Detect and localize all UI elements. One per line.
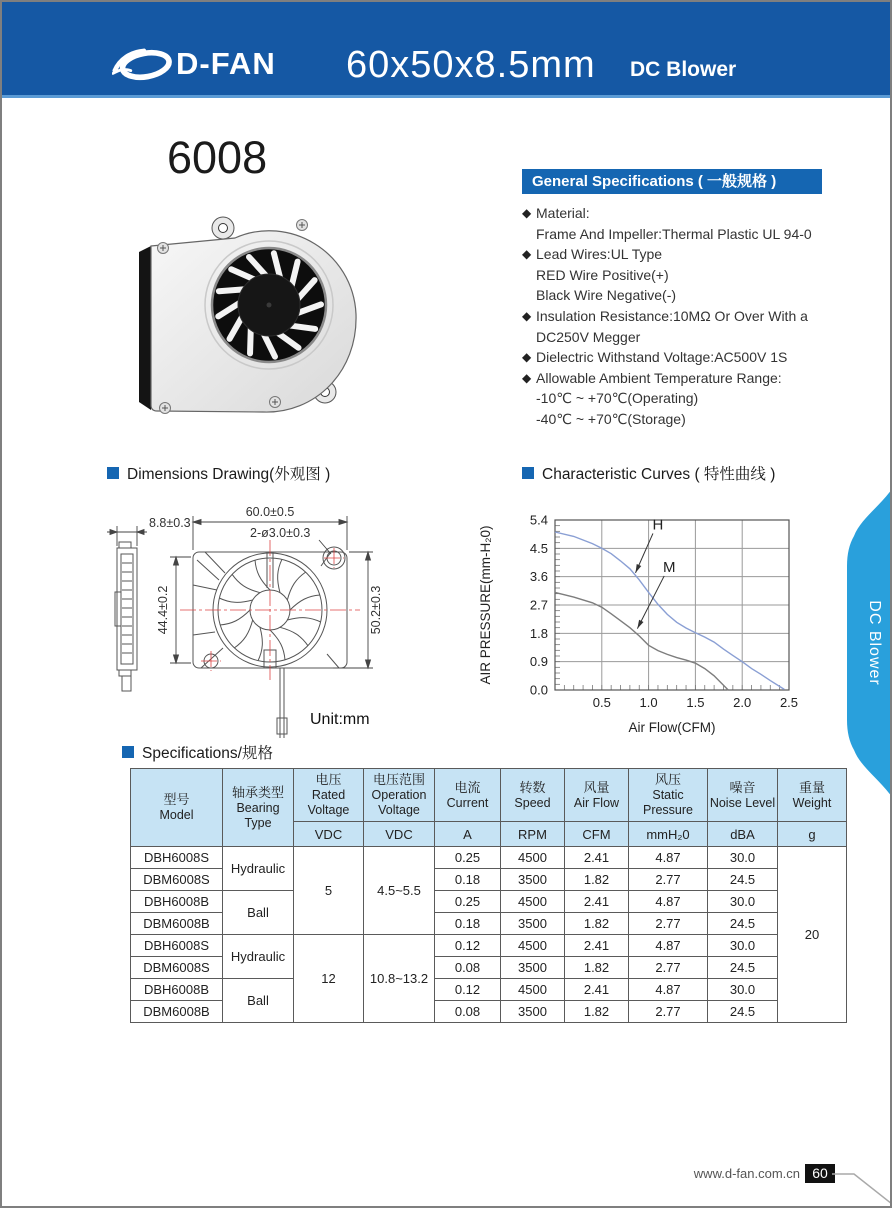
- section-curves: Characteristic Curves ( 特性曲线 ): [522, 462, 775, 484]
- table-row: DBH6008B Ball 0.12 4500 2.41 4.87 30.0: [131, 979, 847, 1001]
- cell-model: DBM6008S: [131, 957, 223, 979]
- col-header-speed: 转数 Speed: [501, 769, 565, 822]
- cell-bearing: Hydraulic: [223, 847, 294, 891]
- spec-line: ◆ Allowable Ambient Temperature Range:: [522, 368, 870, 389]
- table-row: DBM6008S 0.08 3500 1.82 2.77 24.5: [131, 957, 847, 979]
- spec-line: ◆ Insulation Resistance:10MΩ Or Over With a: [522, 306, 870, 327]
- curve-label-M: M: [662, 558, 676, 576]
- side-tab-label: DC Blower: [866, 600, 883, 686]
- dfan-logo-icon: [112, 48, 174, 82]
- dimensions-drawing: [105, 500, 440, 745]
- cell-model: DBH6008B: [131, 979, 223, 1001]
- col-header-current: 电流 Current: [435, 769, 501, 822]
- cell-model: DBM6008B: [131, 1001, 223, 1023]
- y-tick-label: 1.8: [529, 625, 548, 641]
- blue-square-bullet: [122, 746, 134, 758]
- table-row: DBM6008S 0.18 3500 1.82 2.77 24.5: [131, 869, 847, 891]
- y-tick-label: 2.7: [529, 597, 548, 613]
- diamond-bullet: ◆: [522, 247, 532, 262]
- y-tick-label: 0.9: [529, 654, 548, 670]
- dc-blower-side-tab: [847, 480, 892, 810]
- unit-vdc: VDC: [364, 822, 435, 847]
- curve-label-H: H: [652, 516, 664, 534]
- model-number-title: 6008: [167, 132, 268, 183]
- header-bar: [2, 2, 890, 98]
- cell-bearing: Hydraulic: [223, 935, 294, 979]
- dim-thickness-label: 8.8±0.3: [149, 516, 191, 530]
- x-tick-label: 1.5: [686, 695, 705, 710]
- spec-line: ◆ Material:: [522, 203, 870, 224]
- section-specifications: Specifications/规格: [122, 741, 273, 763]
- table-row: DBM6008B 0.08 3500 1.82 2.77 24.5: [131, 1001, 847, 1023]
- unit-g: g: [778, 822, 847, 847]
- x-axis-title: Air Flow(CFM): [628, 720, 716, 735]
- diamond-bullet: ◆: [522, 308, 532, 323]
- curve-H: [555, 532, 784, 689]
- arrowhead: [635, 564, 641, 573]
- general-specs-title: General Specifications ( 一般规格 ): [522, 169, 822, 194]
- dim-width-label: 60.0±0.5: [245, 505, 295, 519]
- unit-vdc: VDC: [294, 822, 364, 847]
- mount-ear-top: [212, 217, 234, 239]
- dim-holes-label: 2-ø3.0±0.3: [250, 526, 311, 540]
- section-dimensions: Dimensions Drawing(外观图 ): [107, 462, 330, 484]
- cell-model: DBM6008S: [131, 869, 223, 891]
- x-tick-label: 2.0: [733, 695, 752, 710]
- table-row: DBH6008B Ball 0.25 4500 2.41 4.87 30.0: [131, 891, 847, 913]
- col-header-weight: 重量 Weight: [778, 769, 847, 822]
- cell-operation-voltage: 4.5~5.5: [364, 847, 435, 935]
- centerlines: [180, 540, 360, 680]
- website-link[interactable]: www.d-fan.com.cn: [693, 1166, 800, 1181]
- cell-model: DBH6008B: [131, 891, 223, 913]
- x-tick-label: 0.5: [592, 695, 611, 710]
- unit-dba: dBA: [708, 822, 778, 847]
- y-tick-label: 0.0: [529, 682, 548, 698]
- spec-line: Frame And Impeller:Thermal Plastic UL 94-0: [536, 225, 812, 242]
- blue-square-bullet: [522, 467, 534, 479]
- col-header-operation-voltage: 电压范围 Operation Voltage: [364, 769, 435, 822]
- unit-label: Unit:mm: [310, 711, 370, 728]
- y-tick-label: 3.6: [529, 569, 548, 585]
- y-axis-title: AIR PRESSURE(mm-H₂0): [478, 525, 493, 685]
- y-tick-label: 5.4: [529, 512, 548, 528]
- cell-operation-voltage: 10.8~13.2: [364, 935, 435, 1023]
- y-tick-label: 4.5: [529, 540, 548, 556]
- table-row: DBM6008B 0.18 3500 1.82 2.77 24.5: [131, 913, 847, 935]
- x-tick-label: 1.0: [639, 695, 658, 710]
- unit-mmh2o: mmH₂0: [629, 822, 708, 847]
- spec-line: RED Wire Positive(+): [536, 266, 669, 283]
- cell-rated-voltage: 5: [294, 847, 364, 935]
- col-header-bearing: 轴承类型 Bearing Type: [223, 769, 294, 847]
- side-view-outline: [117, 548, 137, 670]
- cell-model: DBH6008S: [131, 847, 223, 869]
- specifications-table: [130, 768, 847, 1023]
- diamond-bullet: ◆: [522, 206, 532, 220]
- fan-impeller: [212, 248, 326, 362]
- curve-M: [555, 592, 728, 690]
- unit-rpm: RPM: [501, 822, 565, 847]
- arrowhead: [637, 620, 643, 629]
- cell-rated-voltage: 12: [294, 935, 364, 1023]
- cell-bearing: Ball: [223, 891, 294, 935]
- footer-decorative-lines: [827, 1142, 892, 1208]
- spec-line: ◆ Lead Wires:UL Type: [522, 244, 870, 265]
- unit-a: A: [435, 822, 501, 847]
- unit-cfm: CFM: [565, 822, 629, 847]
- dim-body-height-label: 44.4±0.2: [156, 585, 170, 635]
- product-photo: [137, 212, 372, 427]
- brand-name: D-FAN: [176, 46, 276, 81]
- col-header-model: 型号 Model: [131, 769, 223, 847]
- col-header-airflow: 风量 Air Flow: [565, 769, 629, 822]
- product-type-label: DC Blower: [630, 58, 737, 81]
- cell-bearing: Ball: [223, 979, 294, 1023]
- dim-total-height-label: 50.2±0.3: [369, 585, 383, 635]
- characteristic-curve-chart: [462, 500, 834, 748]
- col-header-noise: 噪音 Noise Level: [708, 769, 778, 822]
- cell-model: DBH6008S: [131, 935, 223, 957]
- table-row: DBH6008S Hydraulic 12 10.8~13.2 0.12 4500 2.41 4.87 30.0: [131, 935, 847, 957]
- spec-line: -40℃ ~ +70℃(Storage): [536, 410, 686, 427]
- col-header-rated-voltage: 电压 Rated Voltage: [294, 769, 364, 822]
- x-tick-label: 2.5: [779, 695, 799, 710]
- spec-line: DC250V Megger: [536, 328, 641, 345]
- page-number-badge: 60: [805, 1164, 835, 1183]
- cell-weight: 20: [778, 847, 847, 1023]
- general-specs-list: [522, 203, 870, 430]
- fan-size-title: 60x50x8.5mm: [346, 44, 596, 86]
- table-row: DBH6008S Hydraulic 5 4.5~5.5 0.25 4500 2.41 4.87 30.0 20: [131, 847, 847, 869]
- diamond-bullet: ◆: [522, 350, 532, 365]
- blue-square-bullet: [107, 467, 119, 479]
- spec-line: ◆ Dielectric Withstand Voltage:AC500V 1S: [522, 347, 870, 368]
- fan-side-slab: [139, 246, 151, 410]
- cell-model: DBM6008B: [131, 913, 223, 935]
- col-header-pressure: 风压 Static Pressure: [629, 769, 708, 822]
- spec-line: Black Wire Negative(-): [536, 287, 677, 304]
- diamond-bullet: ◆: [522, 370, 532, 385]
- spec-line: -10℃ ~ +70℃(Operating): [536, 390, 699, 407]
